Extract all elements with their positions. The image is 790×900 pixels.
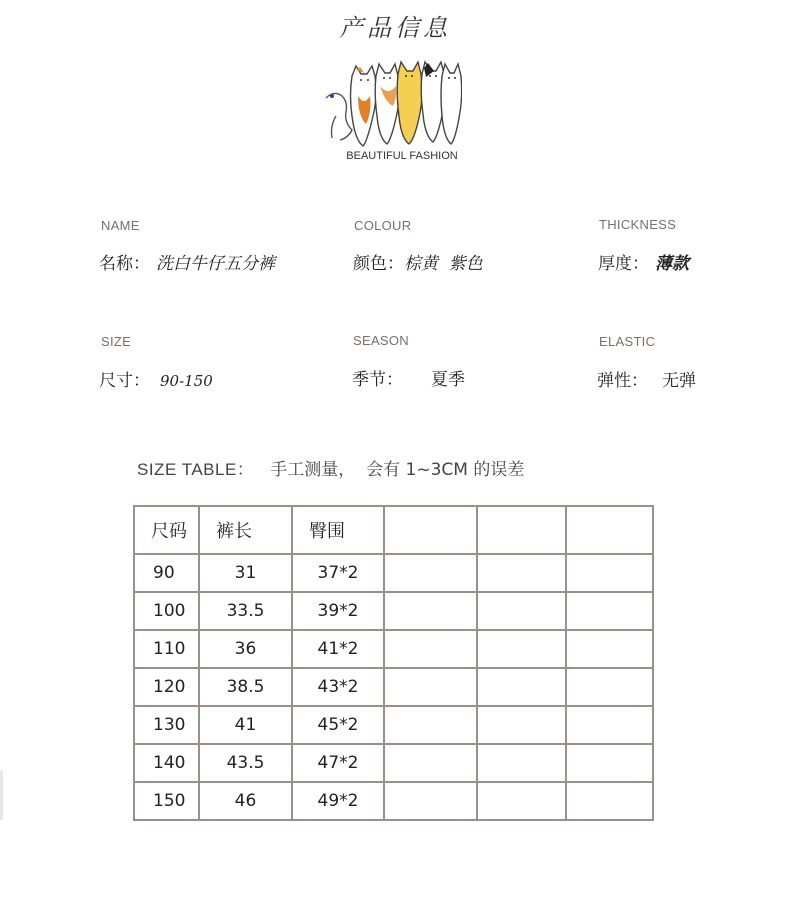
header-empty [566,506,653,554]
size-value: 90-150 [160,372,213,390]
name-key: 名称： [99,254,150,274]
cell-length: 46 [199,782,292,820]
header-hip: 臀围 [292,506,384,554]
size-table [133,505,654,821]
cell-empty [566,744,653,782]
thickness-value: 薄款 [655,254,689,274]
name-field [99,249,275,274]
size-field [99,366,213,391]
cell-empty [566,554,653,592]
table-row [134,630,653,668]
size-table-label: SIZE TABLE： [137,460,255,479]
cell-size: 90 [134,554,199,592]
cell-empty [566,668,653,706]
cell-empty [477,782,566,820]
table-row [134,744,653,782]
cell-empty [477,706,566,744]
brand-text: BEAUTIFUL FASHION [346,150,458,162]
cell-hip: 39*2 [292,592,384,630]
cell-size: 100 [134,592,199,630]
season-field [352,365,465,390]
cell-empty [384,592,477,630]
edge-divider [0,770,3,820]
table-row [134,706,653,744]
size-table-note [137,455,524,480]
cell-length: 36 [199,630,292,668]
cell-empty [384,668,477,706]
size-label: SIZE [101,334,132,349]
cell-size: 120 [134,668,199,706]
name-label: NAME [101,218,140,233]
elastic-value: 无弹 [662,371,696,391]
cell-empty [566,782,653,820]
cell-empty [477,554,566,592]
colour-field [353,249,483,274]
cell-size: 110 [134,630,199,668]
table-row [134,668,653,706]
cell-empty [566,706,653,744]
colour-key: 颜色： [353,254,404,274]
table-row [134,592,653,630]
colour-value: 棕黄 紫色 [404,254,483,274]
colour-label: COLOUR [354,218,412,233]
cell-hip: 41*2 [292,630,384,668]
cell-empty [566,630,653,668]
name-value: 洗白牛仔五分裤 [156,254,275,274]
cell-empty [384,744,477,782]
cell-length: 41 [199,706,292,744]
header-empty [477,506,566,554]
table-row [134,782,653,820]
thickness-key: 厚度： [598,254,649,274]
cell-length: 43.5 [199,744,292,782]
cell-hip: 47*2 [292,744,384,782]
season-key: 季节： [352,370,403,390]
cell-empty [566,592,653,630]
cell-hip: 49*2 [292,782,384,820]
cell-empty [477,668,566,706]
thickness-label: THICKNESS [599,217,677,232]
cell-empty [477,744,566,782]
cell-size: 140 [134,744,199,782]
season-value: 夏季 [431,370,465,390]
cell-length: 38.5 [199,668,292,706]
cell-length: 33.5 [199,592,292,630]
cell-hip: 37*2 [292,554,384,592]
cell-empty [384,782,477,820]
cell-empty [477,592,566,630]
cell-empty [384,706,477,744]
cell-size: 130 [134,706,199,744]
cell-empty [384,630,477,668]
header-length: 裤长 [199,506,292,554]
elastic-field [597,366,696,391]
cell-hip: 43*2 [292,668,384,706]
page-title: 产品信息 [339,14,451,42]
measurement-note: 手工测量， 会有 1~3CM 的误差 [270,460,525,480]
elastic-key: 弹性： [597,371,648,391]
table-header-row [134,506,653,554]
table-row [134,554,653,592]
header-size: 尺码 [134,506,199,554]
size-key: 尺寸： [99,371,150,391]
elastic-label: ELASTIC [599,334,656,349]
season-label: SEASON [353,333,409,348]
cell-empty [477,630,566,668]
cell-empty [384,554,477,592]
thickness-field [598,249,689,274]
header-empty [384,506,477,554]
cell-hip: 45*2 [292,706,384,744]
cell-length: 31 [199,554,292,592]
cell-size: 150 [134,782,199,820]
